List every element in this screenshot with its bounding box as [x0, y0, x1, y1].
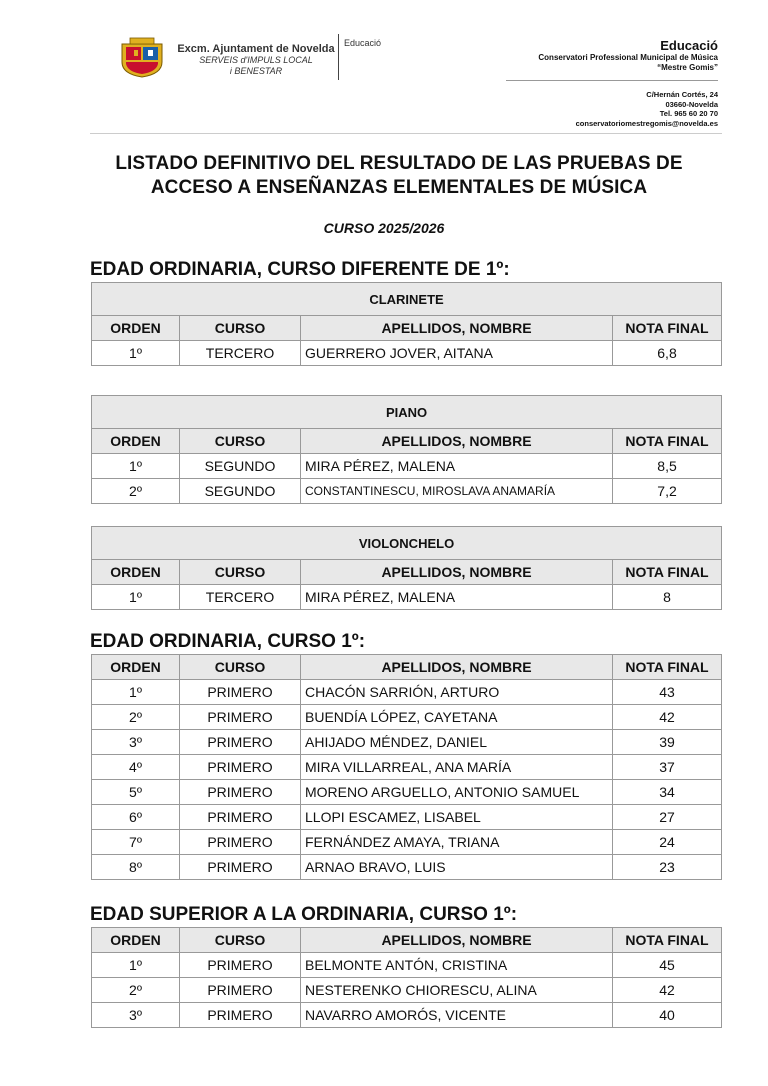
cell-orden: 3º — [92, 1003, 180, 1028]
cell-nota: 37 — [613, 755, 722, 780]
novelda-crest-logo — [116, 36, 168, 78]
conservatory-alias: “Mestre Gomis” — [657, 63, 718, 72]
cell-nota: 45 — [613, 953, 722, 978]
cell-nota: 6,8 — [613, 341, 722, 366]
column-header-curso: CURSO — [180, 316, 301, 341]
cell-nombre: MIRA PÉREZ, MALENA — [301, 585, 613, 610]
cell-curso: PRIMERO — [180, 705, 301, 730]
cell-orden: 1º — [92, 680, 180, 705]
column-header-orden: ORDEN — [92, 560, 180, 585]
table-row — [92, 454, 722, 479]
cell-curso: TERCERO — [180, 341, 301, 366]
cell-nombre: NAVARRO AMORÓS, VICENTE — [301, 1003, 613, 1028]
cell-nota: 40 — [613, 1003, 722, 1028]
cell-nota: 34 — [613, 780, 722, 805]
section-ordinary-first-course-title: EDAD ORDINARIA, CURSO 1º: — [90, 631, 366, 652]
cell-orden: 5º — [92, 780, 180, 805]
column-header-curso: CURSO — [180, 928, 301, 953]
column-header-nombre: APELLIDOS, NOMBRE — [301, 655, 613, 680]
column-header-nota: NOTA FINAL — [613, 429, 722, 454]
table-row — [92, 730, 722, 755]
org-name-line2: SERVEIS d'IMPULS LOCAL — [199, 55, 313, 65]
cell-nombre: FERNÁNDEZ AMAYA, TRIANA — [301, 830, 613, 855]
table-clarinete — [91, 282, 722, 366]
department-title: Educació — [660, 38, 718, 53]
header-underline — [506, 80, 718, 81]
address-city: 03660-Novelda — [665, 99, 718, 109]
column-header-orden: ORDEN — [92, 429, 180, 454]
column-header-curso: CURSO — [180, 560, 301, 585]
cell-nombre: CHACÓN SARRIÓN, ARTURO — [301, 680, 613, 705]
cell-nombre: MIRA PÉREZ, MALENA — [301, 454, 613, 479]
title-line1: LISTADO DEFINITIVO DEL RESULTADO DE LAS PRUEBAS DE — [115, 153, 683, 174]
column-header-nombre: APELLIDOS, NOMBRE — [301, 928, 613, 953]
cell-nota: 43 — [613, 680, 722, 705]
education-label: Educació — [344, 38, 382, 48]
column-header-nota: NOTA FINAL — [613, 655, 722, 680]
table-row — [92, 855, 722, 880]
table-row — [92, 830, 722, 855]
cell-nombre: CONSTANTINESCU, MIROSLAVA ANAMARÍA — [301, 479, 613, 504]
cell-curso: SEGUNDO — [180, 454, 301, 479]
section-superior-age-first-course-title: EDAD SUPERIOR A LA ORDINARIA, CURSO 1º: — [90, 904, 518, 925]
cell-nombre: GUERRERO JOVER, AITANA — [301, 341, 613, 366]
column-header-curso: CURSO — [180, 655, 301, 680]
cell-nota: 39 — [613, 730, 722, 755]
conservatory-name: Conservatori Professional Municipal de Música — [538, 53, 718, 62]
cell-nombre: BUENDÍA LÓPEZ, CAYETANA — [301, 705, 613, 730]
table-row — [92, 341, 722, 366]
cell-orden: 2º — [92, 705, 180, 730]
cell-nota: 42 — [613, 978, 722, 1003]
address-phone: Tel. 965 60 20 70 — [659, 109, 718, 118]
document-title — [60, 152, 738, 200]
cell-curso: PRIMERO — [180, 830, 301, 855]
cell-curso: PRIMERO — [180, 953, 301, 978]
cell-nota: 8 — [613, 585, 722, 610]
cell-curso: PRIMERO — [180, 1003, 301, 1028]
cell-nombre: AHIJADO MÉNDEZ, DANIEL — [301, 730, 613, 755]
instrument-heading: VIOLONCHELO — [92, 527, 722, 560]
cell-nota: 24 — [613, 830, 722, 855]
cell-curso: PRIMERO — [180, 755, 301, 780]
cell-orden: 1º — [92, 953, 180, 978]
cell-orden: 1º — [92, 585, 180, 610]
column-header-nota: NOTA FINAL — [613, 560, 722, 585]
section-ordinary-other-course-title: EDAD ORDINARIA, CURSO DIFERENTE DE 1º: — [90, 259, 510, 280]
cell-orden: 8º — [92, 855, 180, 880]
organization-name — [176, 44, 336, 77]
cell-curso: SEGUNDO — [180, 479, 301, 504]
column-header-nombre: APELLIDOS, NOMBRE — [301, 316, 613, 341]
cell-nota: 7,2 — [613, 479, 722, 504]
cell-nombre: BELMONTE ANTÓN, CRISTINA — [301, 953, 613, 978]
cell-orden: 6º — [92, 805, 180, 830]
cell-orden: 1º — [92, 341, 180, 366]
instrument-heading: CLARINETE — [92, 283, 722, 316]
cell-curso: PRIMERO — [180, 680, 301, 705]
cell-orden: 7º — [92, 830, 180, 855]
column-header-nota: NOTA FINAL — [613, 928, 722, 953]
table-ordinary-first-course — [91, 654, 722, 880]
title-line2: ACCESO A ENSEÑANZAS ELEMENTALES DE MÚSICA — [150, 177, 648, 198]
cell-curso: PRIMERO — [180, 730, 301, 755]
column-header-curso: CURSO — [180, 429, 301, 454]
cell-curso: PRIMERO — [180, 855, 301, 880]
cell-nombre: MORENO ARGUELLO, ANTONIO SAMUEL — [301, 780, 613, 805]
column-header-nombre: APELLIDOS, NOMBRE — [301, 429, 613, 454]
cell-orden: 2º — [92, 479, 180, 504]
course-year: CURSO 2025/2026 — [323, 220, 445, 236]
cell-orden: 1º — [92, 454, 180, 479]
cell-nota: 23 — [613, 855, 722, 880]
cell-nota: 8,5 — [613, 454, 722, 479]
conservatory-header — [478, 38, 718, 73]
table-row — [92, 953, 722, 978]
cell-orden: 2º — [92, 978, 180, 1003]
address-street: C/Hernán Cortés, 24 — [646, 90, 718, 99]
column-header-orden: ORDEN — [92, 928, 180, 953]
cell-nota: 27 — [613, 805, 722, 830]
address-email: conservatoriomestregomis@novelda.es — [575, 118, 718, 128]
cell-nombre: NESTERENKO CHIORESCU, ALINA — [301, 978, 613, 1003]
column-header-nombre: APELLIDOS, NOMBRE — [301, 560, 613, 585]
column-header-nota: NOTA FINAL — [613, 316, 722, 341]
table-row — [92, 780, 722, 805]
cell-nombre: ARNAO BRAVO, LUIS — [301, 855, 613, 880]
table-superior-age-first-course — [91, 927, 722, 1028]
table-row — [92, 978, 722, 1003]
contact-address — [478, 90, 718, 128]
cell-nombre: LLOPI ESCAMEZ, LISABEL — [301, 805, 613, 830]
cell-orden: 3º — [92, 730, 180, 755]
column-header-orden: ORDEN — [92, 316, 180, 341]
table-row — [92, 585, 722, 610]
instrument-heading: PIANO — [92, 396, 722, 429]
header-rule — [90, 133, 722, 134]
table-row — [92, 755, 722, 780]
header-divider — [338, 34, 339, 80]
table-row — [92, 1003, 722, 1028]
cell-curso: TERCERO — [180, 585, 301, 610]
table-row — [92, 479, 722, 504]
cell-curso: PRIMERO — [180, 978, 301, 1003]
column-header-orden: ORDEN — [92, 655, 180, 680]
cell-nota: 42 — [613, 705, 722, 730]
org-name-line1: Excm. Ajuntament de Novelda — [177, 43, 335, 55]
table-violonchelo — [91, 526, 722, 610]
cell-orden: 4º — [92, 755, 180, 780]
table-row — [92, 680, 722, 705]
table-row — [92, 805, 722, 830]
org-name-line3: i BENESTAR — [229, 66, 283, 76]
table-piano — [91, 395, 722, 504]
table-row — [92, 705, 722, 730]
cell-curso: PRIMERO — [180, 780, 301, 805]
cell-curso: PRIMERO — [180, 805, 301, 830]
cell-nombre: MIRA VILLARREAL, ANA MARÍA — [301, 755, 613, 780]
